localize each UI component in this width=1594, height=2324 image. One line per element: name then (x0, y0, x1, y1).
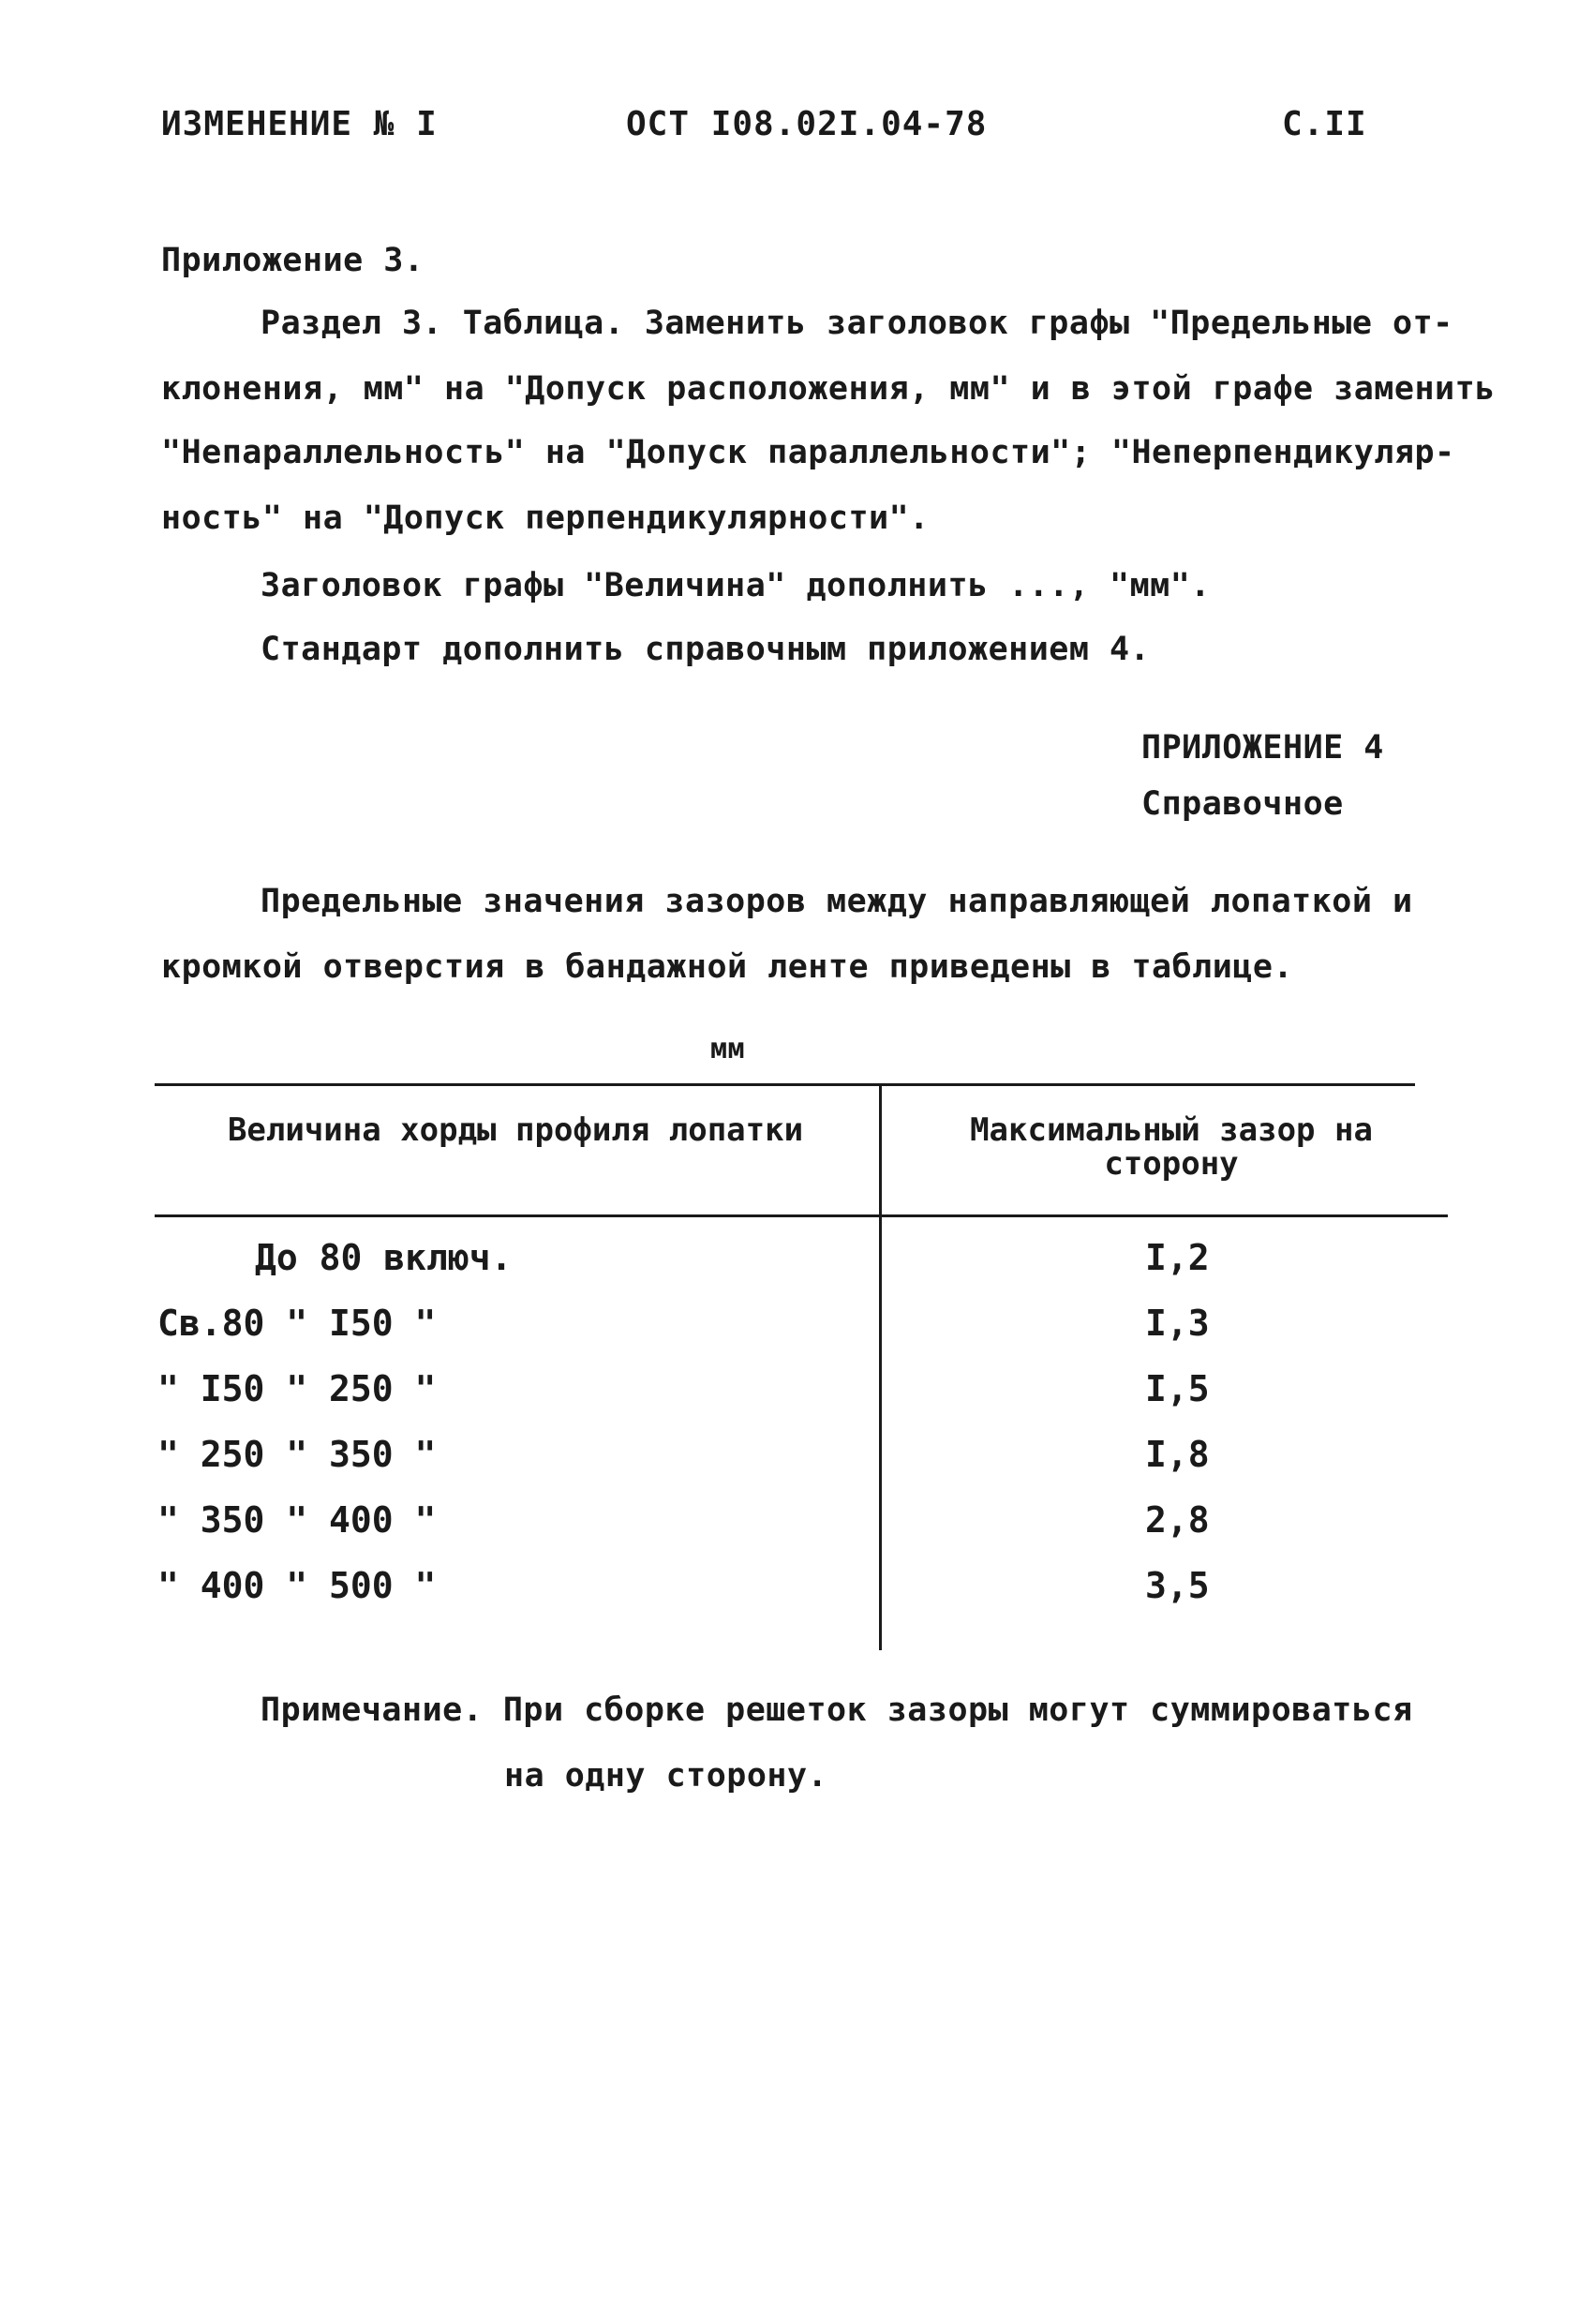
appendix-title: ПРИЛОЖЕНИЕ 4 (1141, 729, 1384, 767)
header-page-number: С.II (1282, 105, 1367, 143)
table-top-rule (155, 1083, 1415, 1086)
intro-line: Предельные значения зазоров между направляющей лопаткой и (261, 883, 1413, 920)
paragraph-line: клонения, мм" на "Допуск расположения, мм" и в этой графе заменить (161, 370, 1496, 408)
table-cell-chord: " 400 " 500 " (157, 1565, 437, 1606)
table-unit: мм (710, 1033, 746, 1065)
note-line: Примечание. При сборке решеток зазоры могут суммироваться (261, 1691, 1413, 1729)
table-cell-gap: 3,5 (1145, 1565, 1210, 1606)
table-cell-chord: " I50 " 250 " (157, 1368, 437, 1409)
table-column-divider (879, 1083, 882, 1650)
table-cell-gap: I,5 (1145, 1368, 1210, 1409)
table-cell-gap: 2,8 (1145, 1499, 1210, 1541)
table-cell-chord: " 350 " 400 " (157, 1499, 437, 1541)
appendix-3-reference: Приложение 3. (161, 242, 425, 279)
table-header-max-gap: Максимальный зазор на сторону (970, 1111, 1373, 1183)
table-header-rule (155, 1214, 1448, 1217)
appendix-subtitle: Справочное (1141, 785, 1344, 823)
table-cell-chord: До 80 включ. (255, 1237, 513, 1278)
table-cell-gap: I,2 (1145, 1237, 1210, 1278)
header-change-number: ИЗМЕНЕНИЕ № I (161, 105, 438, 143)
paragraph-line: "Непараллельность" на "Допуск параллельности"; "Неперпендикуляр- (161, 434, 1455, 471)
intro-line: кромкой отверстия в бандажной ленте приведены в таблице. (161, 948, 1294, 986)
table-cell-gap: I,3 (1145, 1303, 1210, 1344)
paragraph-header-change: Заголовок графы "Величина" дополнить ..., "мм". (261, 567, 1211, 604)
paragraph-line: ность" на "Допуск перпендикулярности". (161, 499, 930, 537)
paragraph-line: Раздел 3. Таблица. Заменить заголовок графы "Предельные от- (261, 305, 1453, 342)
table-cell-gap: I,8 (1145, 1434, 1210, 1475)
table-cell-chord: " 250 " 350 " (157, 1434, 437, 1475)
table-cell-chord: Св.80 " I50 " (157, 1303, 437, 1344)
table-header-chord-size: Величина хорды профиля лопатки (227, 1111, 804, 1149)
paragraph-standard-supplement: Стандарт дополнить справочным приложением 4. (261, 631, 1151, 668)
header-standard-code: ОСТ I08.02I.04-78 (626, 105, 988, 143)
note-line: на одну сторону. (504, 1757, 828, 1795)
